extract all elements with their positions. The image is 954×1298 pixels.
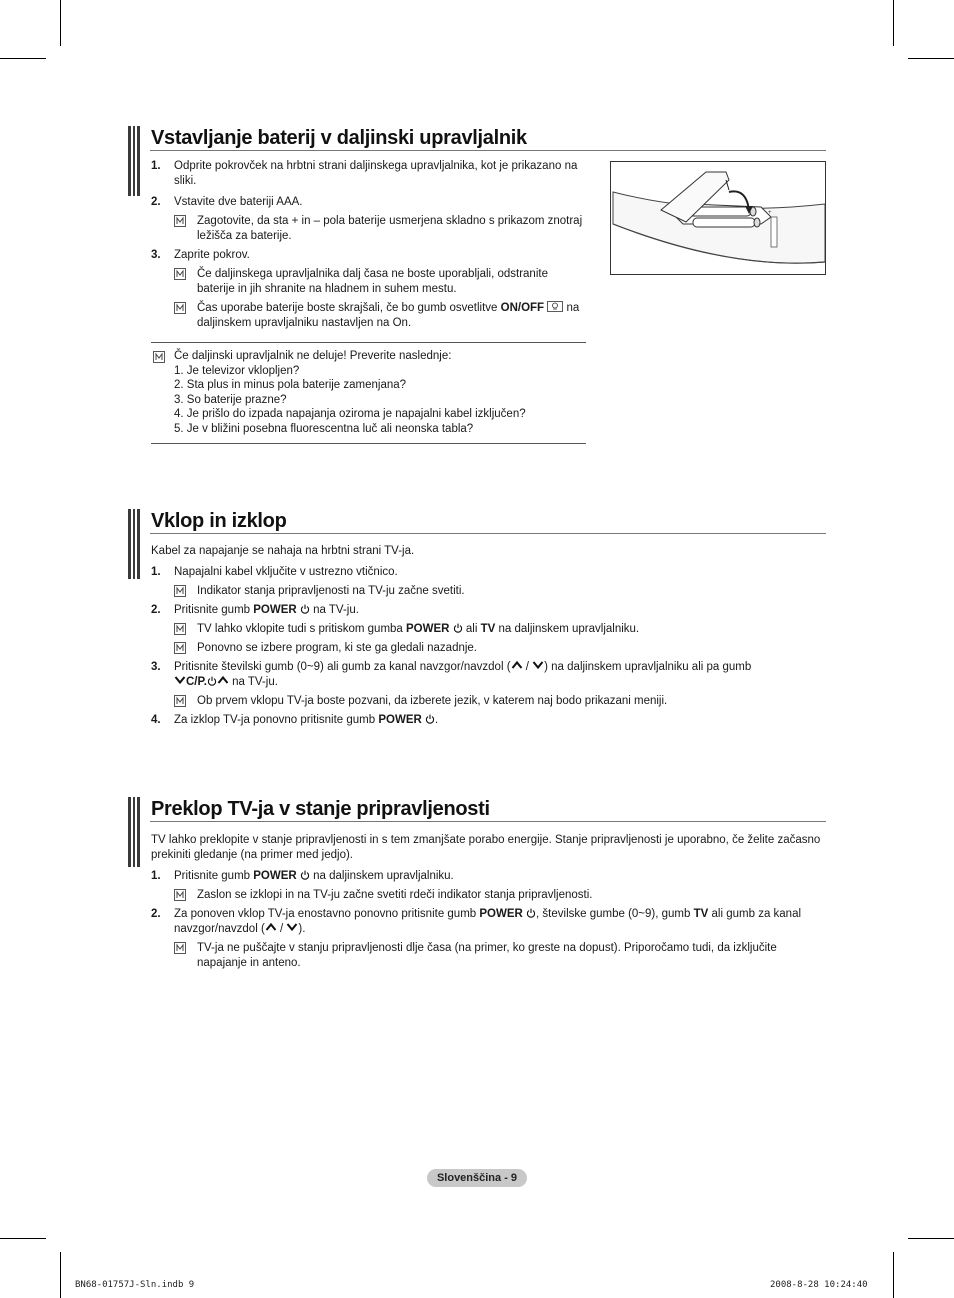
note: TV-ja ne puščajte v stanju pripravljenosti dlje časa (na primer, ko greste na dopust). Priporočamo tudi, da izklјučite napajanje in anteno. <box>174 941 826 971</box>
check-item: 4. Je prišlo do izpada napajanja oziroma je napajalni kabel izklјučen? <box>174 408 526 420</box>
chevron-down-icon <box>174 675 186 685</box>
note-icon <box>174 623 186 635</box>
power-icon <box>300 870 310 880</box>
page-number-badge: Slovenščina - 9 <box>427 1169 527 1187</box>
intro-text: Kabel za napajanje se nahaja na hrbtni strani TV-ja. <box>151 545 415 557</box>
step-1: 1. Napajalni kabel vključite v ustrezno vtičnico. <box>151 566 398 578</box>
note-icon <box>174 302 186 314</box>
battery-illustration <box>610 161 826 275</box>
crop-mark <box>908 58 954 59</box>
crop-mark <box>893 1252 894 1298</box>
section-standby <box>128 797 826 969</box>
svg-text:+: + <box>768 210 772 216</box>
troubleshooting-intro: Če daljinski upravljalnik ne deluje! Preverite naslednje: <box>174 350 452 362</box>
crop-mark <box>893 0 894 46</box>
crop-mark <box>908 1238 954 1239</box>
battery-steps <box>151 159 586 335</box>
note-icon <box>174 215 186 227</box>
note-icon <box>174 585 186 597</box>
note: Ponovno se izbere program, ki ste ga gledali nazadnje. <box>174 641 826 656</box>
print-slug-left: BN68-01757J-Sln.indb 9 <box>75 1280 195 1290</box>
troubleshooting-box <box>151 342 586 444</box>
power-icon <box>425 714 435 724</box>
step-4: 4. Za izklop TV-ja ponovno pritisnite gumb POWER . <box>151 714 439 726</box>
power-steps <box>151 544 826 732</box>
check-item: 1. Je televizor vklopljen? <box>174 364 300 377</box>
note-icon <box>174 268 186 280</box>
step-2: 2. Pritisnite gumb POWER na TV-ju. <box>151 604 359 616</box>
section-header <box>128 509 826 549</box>
crop-mark <box>60 0 61 46</box>
chevron-down-icon <box>532 660 544 670</box>
section-header <box>128 797 826 837</box>
power-icon <box>207 676 217 686</box>
note: Če daljinskega upravljalnika dalj časa ne boste uporabljali, odstranite baterije in jih shranite na hladnem in suhem mestu. <box>174 267 586 297</box>
chevron-up-icon <box>217 675 229 685</box>
note-icon <box>174 942 186 954</box>
chevron-down-icon <box>286 922 298 932</box>
step-1: 1. Pritisnite gumb POWER na daljinskem upravljalniku. <box>151 870 454 882</box>
section-marker-bars <box>128 797 140 867</box>
crop-mark <box>0 58 46 59</box>
step-3: 3. Pritisnite številski gumb (0~9) ali gumb za kanal navzgor/navzdol ( / ) na daljinskem upravljalniku ali pa gumb C/P. na TV-ju. <box>151 661 752 688</box>
print-slug-right: 2008-8-28 10:24:40 <box>770 1280 868 1290</box>
note-icon <box>174 889 186 901</box>
crop-mark <box>60 1252 61 1298</box>
step-2: 2. Vstavite dve bateriji AAA. <box>151 196 303 208</box>
remote-battery-illustration <box>611 162 825 274</box>
crop-mark <box>0 1238 46 1239</box>
check-item: 5. Je v bližini posebna fluorescentna luč ali neonska tabla? <box>174 422 474 435</box>
section-rule <box>150 533 826 534</box>
note-icon <box>153 351 165 363</box>
section-title: Vklop in izklop <box>151 510 287 532</box>
power-icon <box>453 623 463 633</box>
step-3: 3. Zaprite pokrov. <box>151 249 250 261</box>
chevron-up-icon <box>265 922 277 932</box>
power-icon <box>300 604 310 614</box>
chevron-up-icon <box>511 660 523 670</box>
section-marker-bars <box>128 126 140 196</box>
step-1: 1. Odprite pokrovček na hrbtni strani daljinskega upravljalnika, kot je prikazano na sliki. <box>151 160 578 187</box>
note: Zagotovite, da sta + in – pola baterije usmerjena skladno s prikazom znotraj ležišča za baterije. <box>174 214 586 244</box>
section-batteries <box>128 126 826 329</box>
section-rule <box>150 821 826 822</box>
section-marker-bars <box>128 509 140 579</box>
note-icon <box>174 642 186 654</box>
step-2: 2. Za ponoven vklop TV-ja enostavno ponovno pritisnite gumb POWER , številske gumbe (0~9), gumb TV ali gumb za kanal navzgor/navzdol ( / ). <box>151 908 802 935</box>
light-bulb-icon <box>547 301 563 312</box>
note: Čas uporabe baterije boste skrajšali, če bo gumb osvetlitve ON/OFF na daljinskem upravljalniku nastavljen na On. <box>174 301 586 331</box>
check-item: 2. Sta plus in minus pola baterije zamenjana? <box>174 379 407 391</box>
section-rule <box>150 150 826 151</box>
check-item: 3. So baterije prazne? <box>174 393 287 406</box>
section-title: Preklop TV-ja v stanje pripravljenosti <box>151 798 490 820</box>
note: TV lahko vklopite tudi s pritiskom gumba POWER ali TV na daljinskem upravljalniku. <box>174 622 826 637</box>
standby-steps <box>151 833 826 975</box>
section-title: Vstavljanje baterij v daljinski upravljalnik <box>151 127 527 149</box>
intro-text: TV lahko preklopite v stanje pripravljenosti in s tem zmanjšate porabo energije. Stanje pripravljenosti je uporabno, če želite začasno prekiniti gledanje (na primer med jedjo). <box>151 834 821 861</box>
note-icon <box>174 695 186 707</box>
note: Zaslon se izklopi in na TV-ju začne svetiti rdeči indikator stanja pripravljenosti. <box>174 888 826 903</box>
note: Indikator stanja pripravljenosti na TV-ju začne svetiti. <box>174 584 826 599</box>
section-power-on-off <box>128 509 826 726</box>
note: Ob prvem vklopu TV-ja boste pozvani, da izberete jezik, v katerem naj bodo prikazani meniji. <box>174 694 826 709</box>
power-icon <box>526 908 536 918</box>
